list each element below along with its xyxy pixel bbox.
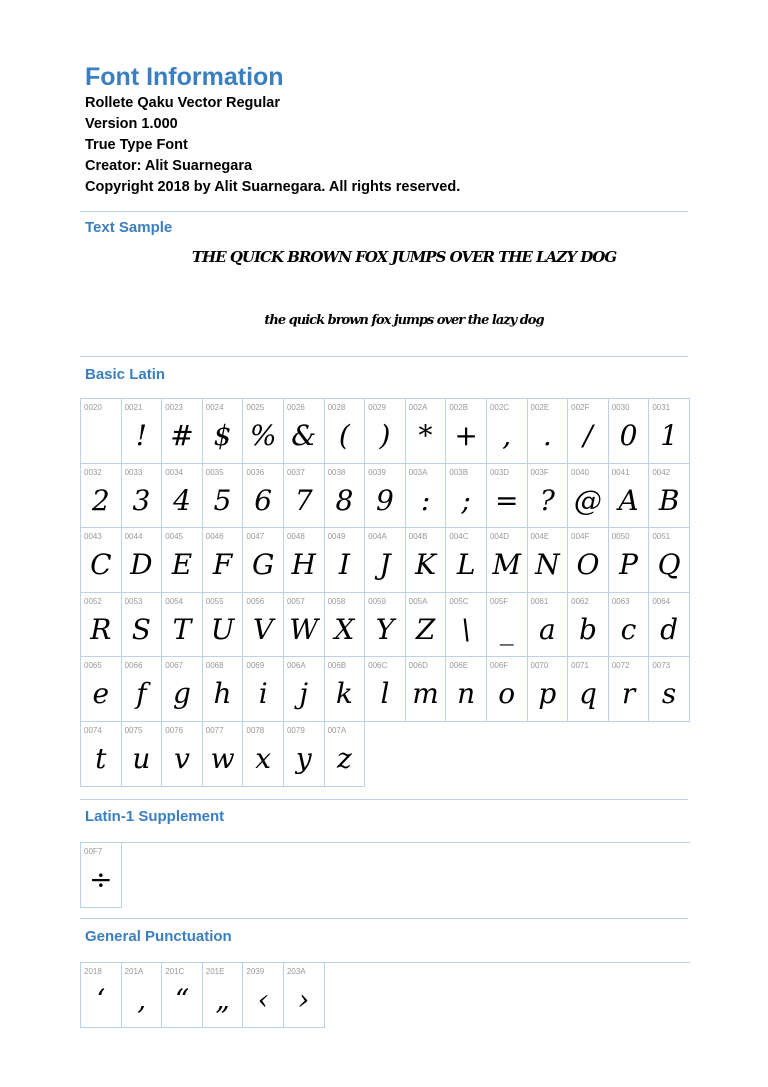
font-version: Version 1.000 [85,116,178,132]
glyph-char: z [336,741,352,775]
glyph-cell [487,399,528,464]
glyph-char: F [212,548,233,582]
glyph-code: 0036 [246,467,265,477]
glyph-code: 006C [368,661,388,671]
glyph-code: 0073 [652,661,671,671]
glyph-code: 201A [124,967,144,976]
glyph-code: 0043 [84,532,102,542]
glyph-code: 0050 [611,532,630,542]
glyph-code: 0079 [286,725,305,735]
glyph-code: 0052 [84,596,102,606]
glyph-cell [162,399,203,464]
glyph-cell [325,464,366,529]
glyph-cell [446,593,487,658]
glyph-cell [528,593,569,658]
glyph-char: l [380,677,390,711]
glyph-cell [284,593,325,658]
glyph-cell [365,528,406,593]
glyph-code: 0058 [327,596,346,606]
glyph-code: 0024 [205,403,224,412]
glyph-code: 0038 [327,467,346,477]
glyph-code: 0065 [84,661,102,671]
glyph-cell [243,722,284,787]
glyph-cell [446,528,487,593]
glyph-code: 004A [368,532,387,542]
glyph-char: 1 [660,419,679,452]
glyph-code: 002C [489,403,510,412]
glyph-code: 0061 [530,596,549,606]
glyph-cell [203,963,244,1028]
sample-uppercase: THE QUICK BROWN FOX JUMPS OVER THE LAZY DOG [191,248,617,266]
glyph-cell [81,963,122,1028]
divider [80,918,688,919]
glyph-code: 004B [408,532,428,542]
punctuation-grid [80,962,690,1028]
glyph-code: 0046 [205,532,224,542]
glyph-char: i [258,677,268,711]
glyph-cell [203,399,244,464]
glyph-code: 0074 [84,725,102,735]
glyph-cell [649,464,690,529]
glyph-char: v [174,741,190,775]
glyph-cell [243,464,284,529]
glyph-cell [284,528,325,593]
glyph-code: 0023 [165,403,183,412]
glyph-cell [284,722,325,787]
glyph-char: m [412,677,439,711]
glyph-char: x [255,741,272,775]
glyph-cell [203,657,244,722]
glyph-code: 006B [327,661,347,671]
glyph-char: E [171,548,193,582]
glyph-code: 2039 [246,967,265,976]
glyph-char: K [415,548,436,582]
glyph-cell [162,528,203,593]
glyph-code: 0066 [124,661,143,671]
glyph-cell [122,593,163,658]
glyph-char: % [249,419,277,452]
glyph-char: V [253,612,274,646]
glyph-cell [406,593,447,658]
glyph-cell [649,528,690,593]
glyph-cell [162,657,203,722]
glyph-char: R [90,612,112,646]
glyph-cell [162,963,203,1028]
glyph-cell [122,528,163,593]
glyph-code: 0035 [205,467,224,477]
glyph-char: C [90,548,112,582]
glyph-char: q [578,677,597,711]
punctuation-heading: General Punctuation [85,928,232,945]
divider [80,799,688,800]
glyph-code: 0034 [165,467,183,477]
glyph-cell [243,528,284,593]
glyph-code: 004D [489,532,510,542]
glyph-code: 0063 [611,596,630,606]
glyph-code: 0056 [246,596,265,606]
glyph-char: T [172,612,192,646]
glyph-code: 003D [489,467,510,477]
glyph-code: 0064 [652,596,671,606]
glyph-code: 003F [530,467,549,477]
glyph-code: 0032 [84,467,102,477]
glyph-code: 201C [165,967,185,976]
glyph-code: 006A [286,661,306,671]
glyph-code: 0075 [124,725,143,735]
glyph-cell [609,464,650,529]
glyph-char: G [251,548,275,582]
font-creator: Creator: Alit Suarnegara [85,158,253,174]
glyph-code: 0055 [205,596,224,606]
glyph-code: 0044 [124,532,143,542]
glyph-cell [365,464,406,529]
glyph-cell [122,399,163,464]
glyph-code: 002A [408,403,428,412]
glyph-code: 0028 [327,403,346,412]
glyph-char: ‘ [96,983,106,1016]
glyph-code: 0041 [611,467,630,477]
glyph-code: 006F [489,661,509,671]
glyph-cell [487,464,528,529]
glyph-code: 0072 [611,661,630,671]
glyph-char: ) [379,419,391,452]
glyph-code: 0033 [124,467,143,477]
glyph-code: 0068 [205,661,224,671]
sample-lowercase: the quick brown fox jumps over the lazy dog [264,313,544,328]
glyph-code: 005F [489,596,509,606]
glyph-cell [568,657,609,722]
glyph-cell [487,528,528,593]
glyph-code: 002B [449,403,469,412]
glyph-char: J [379,548,391,582]
glyph-char: M [492,548,522,582]
glyph-code: 0069 [246,661,265,671]
glyph-cell [81,657,122,722]
glyph-code: 0045 [165,532,183,542]
glyph-code: 006E [449,661,469,671]
glyph-code: 0029 [368,403,386,412]
glyph-cell [528,399,569,464]
glyph-code: 203A [286,967,306,976]
glyph-char: o [498,677,516,711]
glyph-char: X [334,612,355,646]
glyph-char: h [213,677,232,711]
glyph-cell [325,528,366,593]
glyph-char: O [576,548,600,582]
glyph-code: 0039 [368,467,386,477]
glyph-cell [568,593,609,658]
glyph-char: p [538,677,557,711]
glyph-char: I [338,548,350,582]
glyph-char: S [131,612,151,646]
glyph-cell [81,528,122,593]
font-copyright: Copyright 2018 by Alit Suarnegara. All rights reserved. [85,179,461,195]
glyph-char: . [542,419,552,452]
glyph-char: D [130,548,153,582]
glyph-cell [81,464,122,529]
glyph-char: N [535,548,560,582]
glyph-char: y [295,741,312,775]
glyph-cell [162,722,203,787]
glyph-cell [122,464,163,529]
glyph-char: ? [539,483,555,517]
glyph-code: 0049 [327,532,346,542]
text-sample-heading: Text Sample [85,219,173,236]
glyph-char: e [92,677,110,711]
glyph-code: 003B [449,467,469,477]
glyph-code: 0040 [571,467,589,477]
glyph-char: a [538,612,556,646]
glyph-char: d [660,612,679,646]
glyph-cell [81,593,122,658]
glyph-char: 2 [91,483,110,517]
glyph-char: 8 [335,483,354,517]
glyph-cell [568,464,609,529]
glyph-cell [609,657,650,722]
glyph-cell [649,657,690,722]
divider [80,356,688,357]
glyph-char: g [173,677,191,711]
glyph-code: 0078 [246,725,265,735]
glyph-cell [609,593,650,658]
glyph-code: 004E [530,532,550,542]
glyph-char: & [291,419,317,452]
glyph-cell [446,464,487,529]
glyph-code: 002E [530,403,550,412]
glyph-char: n [457,677,476,711]
glyph-char: ! [135,419,148,452]
glyph-cell [325,399,366,464]
glyph-cell [203,593,244,658]
glyph-code: 003A [408,467,428,477]
glyph-char: Z [415,612,436,646]
glyph-code: 0030 [611,403,630,412]
glyph-cell [122,657,163,722]
glyph-cell [243,593,284,658]
glyph-char: „ [215,983,230,1016]
glyph-cell [406,528,447,593]
font-type: True Type Font [85,137,188,153]
glyph-code: 0042 [652,467,671,477]
glyph-char: r [621,677,636,711]
glyph-cell [365,593,406,658]
glyph-cell [609,399,650,464]
glyph-cell [406,657,447,722]
glyph-char: 9 [376,483,394,517]
glyph-cell [446,657,487,722]
glyph-code: 0054 [165,596,183,606]
glyph-char: @ [573,483,602,517]
basic-latin-grid [80,398,690,787]
glyph-cell [81,843,122,908]
glyph-char: \ [461,612,471,646]
glyph-char: L [456,548,476,582]
divider [80,211,688,212]
glyph-char: 6 [254,483,273,517]
glyph-char: , [502,419,512,452]
glyph-char: › [298,983,310,1016]
glyph-cell [568,528,609,593]
glyph-char: s [661,677,677,711]
glyph-code: 0051 [652,532,671,542]
glyph-char: t [95,741,107,775]
glyph-cell [284,464,325,529]
glyph-code: 0057 [286,596,305,606]
glyph-char: 7 [294,483,313,517]
glyph-char: Q [657,548,681,582]
font-name: Rollete Qaku Vector Regular [85,95,281,111]
glyph-cell [365,657,406,722]
glyph-char: P [619,548,638,582]
glyph-code: 0026 [286,403,305,412]
glyph-char: u [132,741,151,775]
glyph-code: 005C [449,596,469,606]
glyph-code: 0021 [124,403,143,412]
glyph-code: 004F [571,532,590,542]
page-title: Font Information [85,63,284,91]
glyph-char: _ [499,612,514,646]
glyph-cell [81,399,122,464]
glyph-cell [325,593,366,658]
glyph-char: # [170,419,194,452]
glyph-cell [528,657,569,722]
glyph-char: ; [461,483,471,517]
glyph-char: / [583,419,593,452]
glyph-cell [203,528,244,593]
glyph-code: 0025 [246,403,265,412]
glyph-char: Y [375,612,395,646]
glyph-code: 0076 [165,725,183,735]
glyph-char: H [291,548,316,582]
glyph-code: 0071 [571,661,589,671]
latin1-heading: Latin-1 Supplement [85,808,225,825]
glyph-code: 0062 [571,596,589,606]
latin1-grid [80,842,690,908]
glyph-code: 007A [327,725,347,735]
glyph-cell [284,399,325,464]
glyph-char: k [335,677,353,711]
glyph-cell [243,399,284,464]
glyph-code: 0047 [246,532,265,542]
glyph-char: B [658,483,680,517]
glyph-char: * [418,419,433,452]
glyph-cell [649,399,690,464]
glyph-char: ‹ [257,983,269,1016]
glyph-code: 0020 [84,403,102,412]
glyph-cell [162,464,203,529]
glyph-code: 0037 [286,467,305,477]
glyph-char: j [299,677,309,711]
glyph-code: 0077 [205,725,224,735]
glyph-char: 4 [173,483,191,517]
glyph-cell [284,657,325,722]
glyph-char: b [578,612,597,646]
glyph-char: = [495,483,519,517]
glyph-code: 0059 [368,596,386,606]
glyph-cell [203,464,244,529]
glyph-code: 006D [408,661,428,671]
glyph-code: 0070 [530,661,549,671]
glyph-cell [203,722,244,787]
glyph-char: A [618,483,639,517]
glyph-char: 3 [132,483,151,517]
glyph-char: ‚ [136,983,146,1016]
glyph-cell [406,399,447,464]
basic-latin-heading: Basic Latin [85,366,166,383]
glyph-cell [568,399,609,464]
glyph-code: 0048 [286,532,305,542]
glyph-code: 2018 [84,967,102,976]
glyph-cell [487,593,528,658]
glyph-cell [325,657,366,722]
glyph-char: c [620,612,637,646]
glyph-char: : [420,483,431,517]
glyph-char: “ [174,983,190,1016]
glyph-code: 201E [205,967,225,976]
glyph-char: w [210,741,235,775]
glyph-cell [528,464,569,529]
glyph-cell [243,657,284,722]
glyph-char: U [210,612,235,646]
glyph-char: 5 [213,483,232,517]
glyph-cell [122,722,163,787]
glyph-cell [609,528,650,593]
glyph-cell [365,399,406,464]
glyph-cell [406,464,447,529]
glyph-code: 002F [571,403,590,412]
glyph-code: 00F7 [84,847,103,856]
glyph-char: W [289,612,319,646]
glyph-cell [122,963,163,1028]
glyph-cell [243,963,284,1028]
glyph-cell [81,722,122,787]
glyph-cell [446,399,487,464]
glyph-code: 0053 [124,596,143,606]
glyph-char: 0 [619,419,638,452]
glyph-char: f [136,677,147,711]
glyph-char: $ [213,419,232,452]
glyph-char: + [454,419,478,452]
glyph-cell [528,528,569,593]
glyph-code: 005A [408,596,428,606]
glyph-char: ÷ [89,863,113,896]
glyph-code: 004C [449,532,469,542]
glyph-char: ( [338,419,350,452]
glyph-cell [284,963,325,1028]
glyph-cell [325,722,366,787]
glyph-cell [649,593,690,658]
glyph-code: 0067 [165,661,183,671]
glyph-cell [162,593,203,658]
glyph-cell [487,657,528,722]
glyph-code: 0031 [652,403,671,412]
